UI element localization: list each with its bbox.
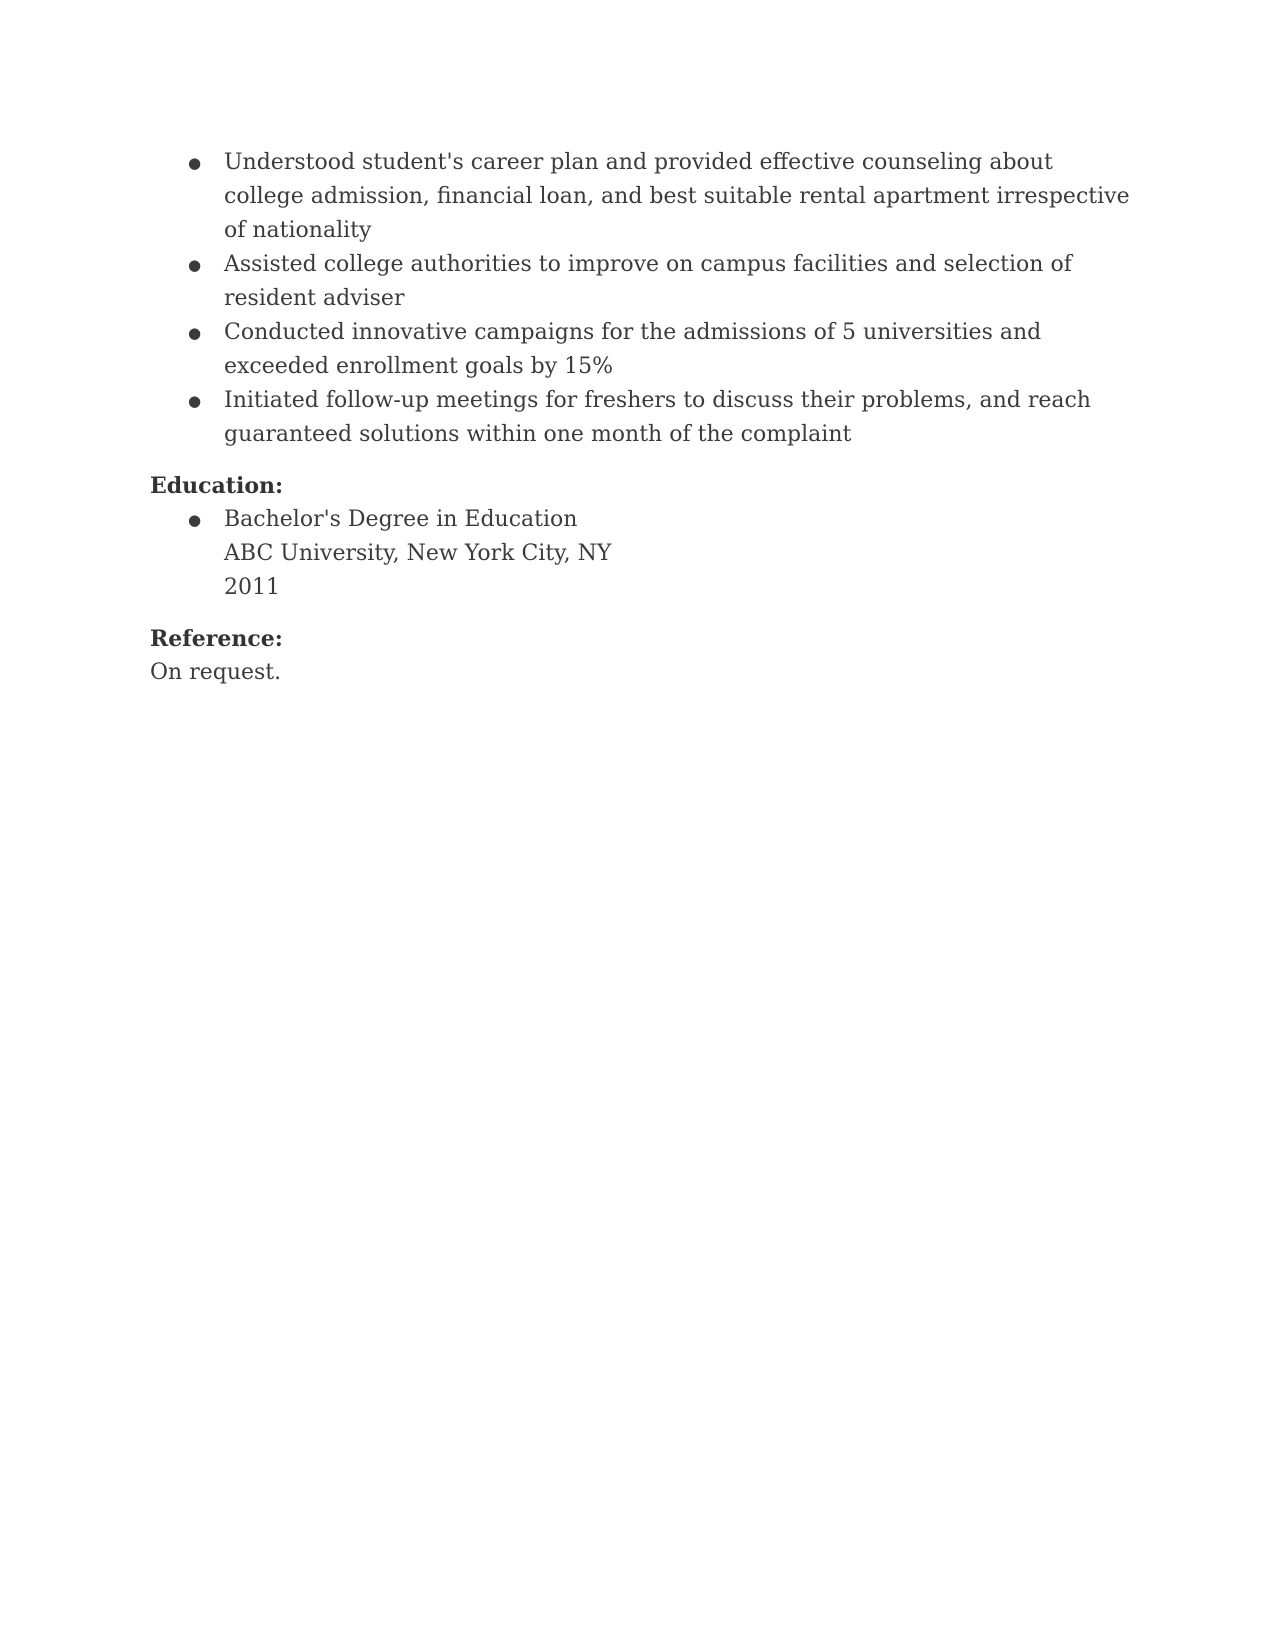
bullet-icon: ● bbox=[188, 392, 202, 410]
education-year: 2011 bbox=[224, 575, 280, 600]
education-list bbox=[150, 503, 1130, 605]
bullet-icon: ● bbox=[188, 324, 202, 342]
section-spacer bbox=[150, 605, 1130, 622]
reference-text: On request. bbox=[150, 660, 282, 685]
list-item bbox=[150, 146, 1130, 248]
education-degree: Bachelor's Degree in Education bbox=[224, 507, 578, 532]
experience-bullet-text: Understood student's career plan and provided effective counseling about college admission, financial loan, and best suitable rental apartment irrespective of nationality bbox=[224, 150, 1130, 243]
resume-content bbox=[150, 146, 1130, 690]
education-heading: Education: bbox=[150, 473, 284, 499]
experience-bullet-text: Initiated follow-up meetings for freshers to discuss their problems, and reach guaranteed solutions within one month of the complaint bbox=[224, 388, 1091, 447]
list-item bbox=[150, 316, 1130, 384]
bullet-icon: ● bbox=[188, 256, 202, 274]
experience-bullet-text: Conducted innovative campaigns for the admissions of 5 universities and exceeded enrollment goals by 15% bbox=[224, 320, 1042, 379]
bullet-icon: ● bbox=[188, 154, 202, 172]
list-item bbox=[150, 248, 1130, 316]
reference-heading: Reference: bbox=[150, 626, 283, 652]
experience-bullet-list bbox=[150, 146, 1130, 452]
bullet-icon: ● bbox=[188, 511, 202, 529]
list-item bbox=[150, 503, 1130, 605]
list-item bbox=[150, 384, 1130, 452]
section-spacer bbox=[150, 452, 1130, 469]
experience-bullet-text: Assisted college authorities to improve on campus facilities and selection of resident adviser bbox=[224, 252, 1072, 311]
education-institution: ABC University, New York City, NY bbox=[224, 541, 612, 566]
